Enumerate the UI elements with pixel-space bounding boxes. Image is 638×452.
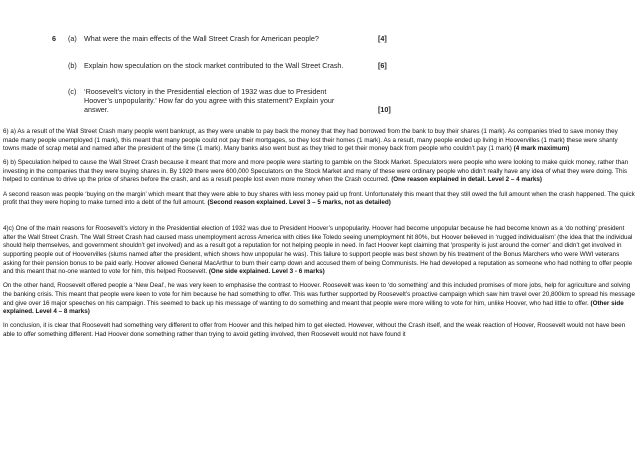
question-text: ‘Roosevelt’s victory in the Presidential election of 1932 was due to President Hoover’s unpopularity.’ How far do you agree with this statement? Explain your answer. bbox=[84, 87, 335, 115]
question-marks: [4] bbox=[378, 34, 387, 43]
mark-note: (One side explained. Level 3 - 6 marks) bbox=[208, 268, 325, 276]
answer-paragraph: 6) a) As a result of the Wall Street Crash many people went bankrupt, as they were unable to pay back the money that they had borrowed from the bank to buy their shares (1 mark). As companies tried to save money they made many people unemployed (1 mark), this meant that many people could not pay their mortgages, so they lost their homes (1 mark). As a result, many people ended up living in Hoovervilles (1 mark) these were shanty towns made of scrap metal and named after the president of the time (1 mark). Many banks also went bust as they tried to get their money back from people who couldn’t pay (1 mark) (4 mark maximum) bbox=[3, 128, 618, 153]
question-text: What were the main effects of the Wall Street Crash for American people? bbox=[84, 34, 319, 43]
answer-paragraph: On the other hand, Roosevelt offered people a ‘New Deal’, he was very keen to emphasise the contrast to Hoover. Roosevelt was keen to ‘do something’ and this included promises of more jobs, help for agriculture and solving the banking crisis. This meant that people were keen to vote for him because he had something to offer. This was further supported by Roosevelt’s proactive campaign which saw him travel over 20,800km to spread his message and give over 16 major speeches on his campaign. This seemed to back up his message of wanting to do something and meant that people were more willing to vote for him, unlike Hoover, who had little to offer. (Other side explained. Level 4 – 8 marks) bbox=[3, 282, 636, 316]
answer-paragraph: A second reason was people ‘buying on the margin’ which meant that they were able to buy shares with less money paid up front. Unfortunately this meant that they still owed the full amount when the crash happened. The quick profit that they were hoping to make turned into a debt of the full amount. (Second reason explained. Level 3 – 5 marks, not as detailed) bbox=[3, 190, 635, 207]
question-number: 6 bbox=[52, 34, 56, 43]
exam-questions bbox=[52, 34, 391, 115]
answer-paragraph: 6) b) Speculation helped to cause the Wall Street Crash because it meant that more and more people were starting to gamble on the Stock Market. Speculators were people who were looking to make quick money, rather than investing in the companies that they were buying shares in. By 1929 there were 600,000 Speculators on the Stock Market and many of these were ordinary people who didn’t really have any idea of what they were doing. This helped to continue to drive up the price of shares before the crash, and as a result people lost even more money when the Crash occurred. (One reason explained in detail. Level 2 – 4 marks) bbox=[3, 159, 629, 184]
spacer bbox=[3, 213, 635, 225]
question-part: (a) bbox=[68, 34, 77, 43]
question-6b bbox=[60, 61, 387, 87]
question-marks: [10] bbox=[378, 105, 391, 114]
answer-paragraph: 4)c) One of the main reasons for Roosevelt’s victory in the Presidential election of 1932 was due to President Hoover’s unpopularity. Hoover had become unpopular because he had become known as a ‘do nothing’ president after the Wall Street Crash. The Wall Street Crash had caused mass unemployment across America with cities like Toledo seeing unemployment hit 80%, but Hoover believed in ‘rugged individualism’ (the idea that the individual should help themselves, and government shouldn’t get involved) and as a result got a reputation for not helping people in need. In fact Hoover kept claiming that ‘prosperity is just around the corner’ and didn’t get involved in supporting people out of Hoovervilles (slums named after the president, which shows how unpopular he was). This failure to support people was best shown by his treatment of the Bonus Marchers who were WWI veterans asking for their pension bonus to be paid early. Hoover allowed General MacArthur to burn their camp down and accused them of being Communists. He had developed a reputation as someone who had nothing to offer people and this meant that no-one wanted to vote for him, this helped Roosevelt. (One side explained. Level 3 - 6 marks) bbox=[3, 225, 633, 276]
answer-paragraph: In conclusion, it is clear that Roosevelt had something very different to offer from Hoover and this helped him to get elected. However, without the Crash itself, and the weak reaction of Hoover, Roosevelt would not have been able to offer something different. Had Hoover done something rather than trying to avoid getting involved, then Roosevelt would not have found it bbox=[3, 322, 626, 338]
mark-note: (Second reason explained. Level 3 – 5 marks, not as detailed) bbox=[207, 199, 391, 207]
question-6a bbox=[52, 34, 387, 61]
mark-note: (One reason explained in detail. Level 2 – 4 marks) bbox=[391, 176, 543, 184]
question-part: (b) bbox=[68, 61, 77, 70]
mark-note: (Other side explained. Level 4 – 8 marks) bbox=[3, 299, 624, 316]
question-part: (c) bbox=[68, 87, 77, 96]
model-answers bbox=[3, 128, 635, 345]
question-6c bbox=[60, 87, 391, 115]
question-text: Explain how speculation on the stock market contributed to the Wall Street Crash. bbox=[84, 61, 344, 70]
question-marks: [6] bbox=[378, 61, 387, 70]
mark-note: (4 mark maximum) bbox=[513, 145, 570, 153]
